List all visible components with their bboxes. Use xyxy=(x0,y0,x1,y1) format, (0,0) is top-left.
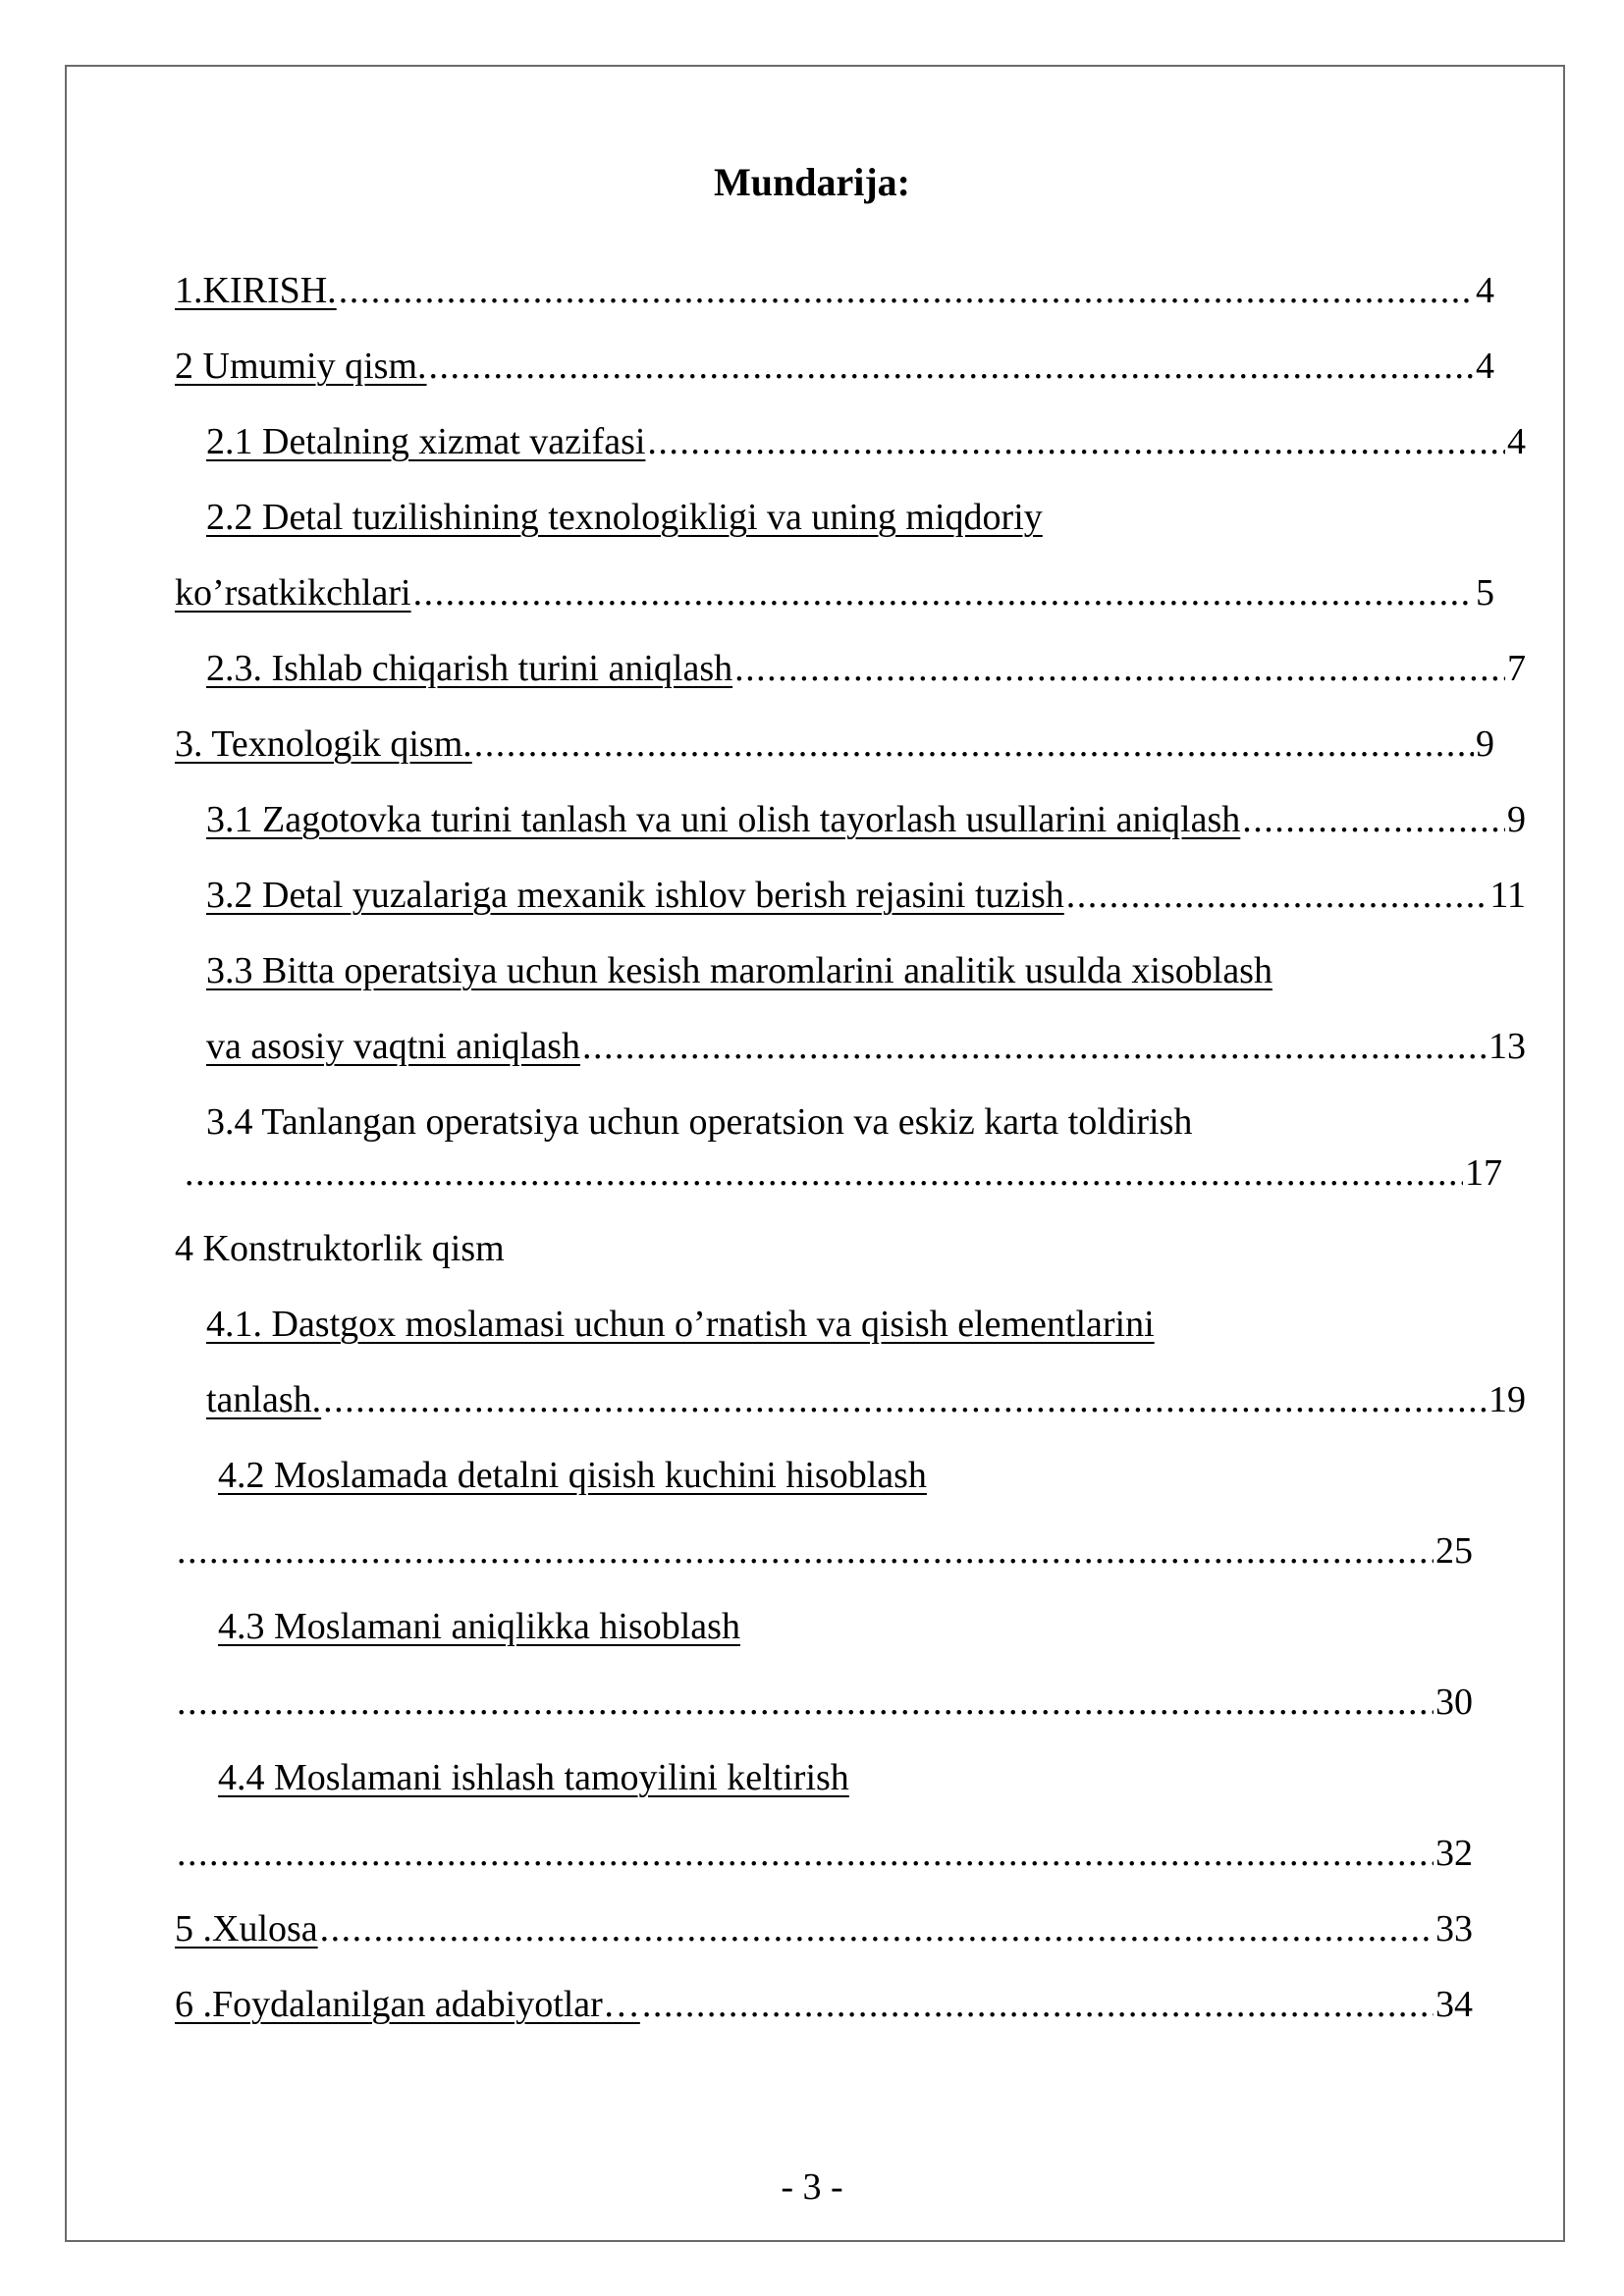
toc-entry-label[interactable]: 4.3 Moslamani aniqlikka hisoblash xyxy=(218,1606,740,1647)
dot-leader xyxy=(323,1372,1487,1427)
toc-entry-label[interactable]: 4.2 Moslamada detalni qisish kuchini hisoblash xyxy=(218,1455,927,1496)
toc-entry-4-3-line2[interactable] xyxy=(175,1675,1473,1730)
toc-entry-page: 32 xyxy=(1435,1833,1473,1874)
toc-entry-3-4-line1[interactable] xyxy=(175,1095,1526,1149)
dot-leader xyxy=(734,641,1505,696)
dot-leader xyxy=(642,1977,1434,2032)
toc-entry-label[interactable]: 3.3 Bitta operatsiya uchun kesish maromlarini analitik usulda xisoblash xyxy=(206,950,1272,991)
dot-leader xyxy=(339,263,1474,318)
toc-entry-3-4-line2[interactable] xyxy=(175,1146,1502,1201)
toc-entry-page: 17 xyxy=(1465,1152,1502,1194)
toc-entry-2-2-line2[interactable] xyxy=(175,565,1494,620)
toc-entry-konstruktorlik-qism[interactable] xyxy=(175,1221,1494,1276)
toc-entry-texnologik-qism[interactable] xyxy=(175,717,1494,772)
toc-entry-kirish[interactable] xyxy=(175,263,1494,318)
toc-entry-label[interactable]: 3.4 Tanlangan operatsiya uchun operatsion va eskiz karta toldirish xyxy=(206,1101,1193,1143)
toc-entry-2-2-line1[interactable] xyxy=(175,490,1526,545)
toc-entry-label[interactable]: va asosiy vaqtni aniqlash xyxy=(206,1026,580,1067)
dot-leader xyxy=(1066,868,1489,923)
dot-leader xyxy=(185,1146,1463,1201)
toc-entry-page: 34 xyxy=(1435,1984,1473,2025)
toc-entry-page: 9 xyxy=(1476,723,1494,765)
toc-entry-label[interactable]: 4.4 Moslamani ishlash tamoyilini keltirish xyxy=(218,1757,849,1798)
toc-entry-4-1-line2[interactable] xyxy=(175,1372,1526,1427)
toc-entry-label[interactable]: 4 Konstruktorlik qism xyxy=(175,1228,505,1269)
toc-entry-4-4-line1[interactable] xyxy=(175,1750,1526,1805)
toc-entry-label[interactable]: ko’rsatkikchlari xyxy=(175,572,411,614)
toc-entry-label[interactable]: 5 .Xulosa xyxy=(175,1908,318,1949)
dot-leader xyxy=(647,414,1505,469)
toc-entry-label[interactable]: 3. Texnologik qism. xyxy=(175,723,472,765)
toc-entry-label[interactable]: 2.2 Detal tuzilishining texnologikligi va uning miqdoriy xyxy=(206,497,1043,538)
toc-entry-4-4-line2[interactable] xyxy=(175,1826,1473,1881)
toc-entry-page: 33 xyxy=(1435,1908,1473,1949)
toc-entry-label[interactable]: 3.2 Detal yuzalariga mexanik ishlov berish rejasini tuzish xyxy=(206,875,1064,916)
dot-leader xyxy=(413,565,1474,620)
toc-entry-label[interactable]: 2.3. Ishlab chiqarish turini aniqlash xyxy=(206,648,733,689)
dot-leader xyxy=(177,1675,1434,1730)
toc-entry-page: 9 xyxy=(1507,799,1526,840)
toc-entry-4-1-line1[interactable] xyxy=(175,1297,1526,1352)
toc-entry-page: 11 xyxy=(1489,875,1526,916)
toc-entry-label[interactable]: 1.KIRISH. xyxy=(175,270,337,311)
dot-leader xyxy=(1242,792,1505,847)
toc-entry-page: 4 xyxy=(1476,270,1494,311)
toc-title: Mundarija: xyxy=(714,160,910,204)
toc-entry-4-2-line2[interactable] xyxy=(175,1523,1473,1578)
toc-entry-3-2[interactable] xyxy=(175,868,1526,923)
dot-leader xyxy=(474,717,1474,772)
toc-entry-4-3-line1[interactable] xyxy=(175,1599,1526,1654)
page-number: - 3 - xyxy=(781,2166,843,2208)
toc-entry-label[interactable]: 4.1. Dastgox moslamasi uchun o’rnatish va qisish elementlarini xyxy=(206,1304,1155,1345)
toc-entry-label[interactable]: 2.1 Detalning xizmat vazifasi xyxy=(206,421,646,462)
toc-entry-label[interactable]: 3.1 Zagotovka turini tanlash va uni olish tayorlash usullarini aniqlash xyxy=(206,799,1241,840)
dot-leader xyxy=(429,339,1474,394)
toc-entry-page: 4 xyxy=(1476,346,1494,387)
toc-entry-xulosa[interactable] xyxy=(175,1901,1473,1956)
dot-leader xyxy=(582,1019,1487,1074)
toc-entry-3-3-line2[interactable] xyxy=(175,1019,1526,1074)
toc-entry-page: 25 xyxy=(1435,1530,1473,1572)
dot-leader xyxy=(177,1523,1434,1578)
toc-entry-umumiy-qism[interactable] xyxy=(175,339,1494,394)
toc-entry-page: 4 xyxy=(1507,421,1526,462)
toc-entry-page: 5 xyxy=(1476,572,1494,614)
toc-entry-4-2-line1[interactable] xyxy=(175,1448,1526,1503)
toc-entry-page: 19 xyxy=(1489,1379,1526,1420)
toc-entry-adabiyotlar[interactable] xyxy=(175,1977,1473,2032)
toc-entry-page: 13 xyxy=(1489,1026,1526,1067)
toc-entry-label[interactable]: tanlash. xyxy=(206,1379,322,1420)
toc-entry-2-3[interactable] xyxy=(175,641,1526,696)
toc-entry-2-1[interactable] xyxy=(175,414,1526,469)
toc-entry-3-3-line1[interactable] xyxy=(175,943,1526,998)
toc-entry-label[interactable]: 2 Umumiy qism. xyxy=(175,346,427,387)
dot-leader xyxy=(320,1901,1434,1956)
toc-entry-label[interactable]: 6 .Foydalanilgan adabiyotlar… xyxy=(175,1984,640,2025)
dot-leader xyxy=(177,1826,1434,1881)
toc-entry-3-1[interactable] xyxy=(175,792,1526,847)
toc-entry-page: 7 xyxy=(1507,648,1526,689)
toc-entry-page: 30 xyxy=(1435,1682,1473,1723)
